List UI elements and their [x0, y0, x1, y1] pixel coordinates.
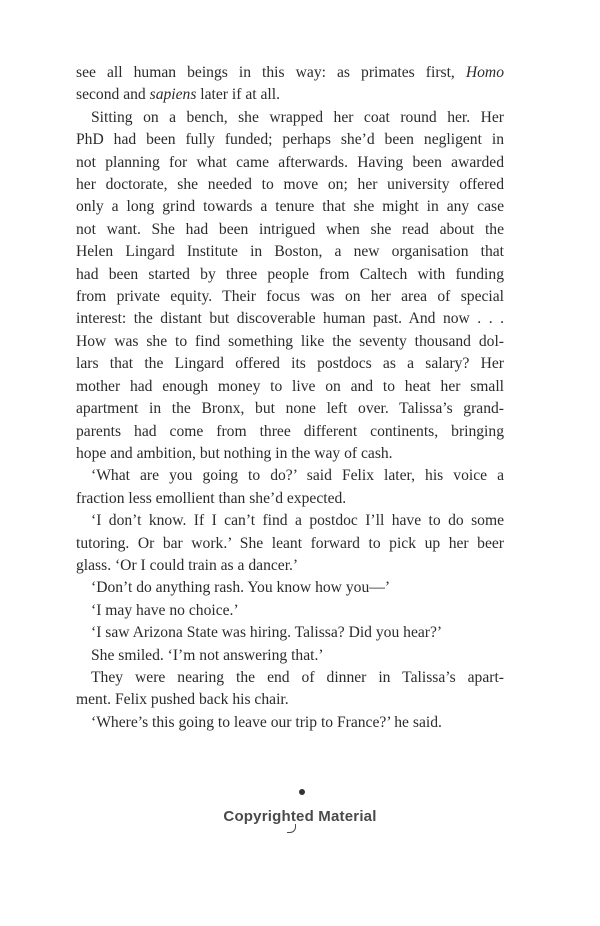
text-line [76, 353, 504, 375]
text-segment: apartment in the Bronx, but none left over. Talissa’s grand- [76, 400, 504, 418]
text-segment: ‘I may have no choice.’ [91, 601, 239, 619]
text-segment: not want. She had been intrigued when she read about the [76, 220, 504, 238]
text-line [76, 308, 504, 330]
text-segment: had been started by three people from Caltech with funding [76, 265, 504, 283]
text-segment: tutoring. Or bar work.’ She leant forward to pick up her beer [76, 534, 504, 552]
text-line [76, 488, 504, 510]
body-text [76, 62, 504, 734]
text-segment: ‘I don’t know. If I can’t find a postdoc I’ll have to do some [91, 512, 504, 530]
text-line [76, 196, 504, 218]
text-segment: mother had enough money to live on and to heat her small [76, 377, 504, 395]
text-line [76, 712, 504, 734]
text-segment: see all human beings in this way: as primates first, [76, 64, 466, 81]
text-line [76, 219, 504, 241]
text-segment: Sitting on a bench, she wrapped her coat round her. Her [91, 108, 504, 126]
text-segment: not planning for what came afterwards. Having been awarded [76, 153, 504, 171]
text-line [76, 443, 504, 465]
text-line [76, 174, 504, 196]
text-segment: lars that the Lingard offered its postdocs as a salary? Her [76, 355, 504, 373]
text-segment: ‘What are you going to do?’ said Felix later, his voice a [91, 467, 504, 485]
text-segment: only a long grind towards a tenure that she might in any case [76, 198, 504, 216]
text-segment: interest: the distant but discoverable human past. And now . . . [76, 310, 504, 328]
text-line [76, 241, 504, 263]
text-line [76, 107, 504, 129]
text-segment: her doctorate, she needed to move on; her university offered [76, 176, 504, 194]
text-line [76, 286, 504, 308]
page-number-mark [287, 824, 296, 833]
text-line [76, 465, 504, 487]
text-line [76, 264, 504, 286]
section-break-dot [299, 789, 305, 795]
text-line [76, 421, 504, 443]
text-segment: from private equity. Their focus was on her area of special [76, 288, 504, 306]
text-line [76, 152, 504, 174]
text-segment: hope and ambition, but nothing in the way of cash. [76, 444, 393, 462]
text-segment: They were nearing the end of dinner in Talissa’s apart- [91, 668, 504, 686]
text-segment: ‘Don’t do anything rash. You know how you—’ [91, 579, 391, 597]
text-line [76, 398, 504, 420]
italic-term: Homo [465, 64, 504, 81]
text-segment: ‘Where’s this going to leave our trip to France?’ he said. [91, 713, 442, 731]
text-line [76, 62, 504, 84]
text-line [76, 577, 504, 599]
text-segment: glass. ‘Or I could train as a dancer.’ [76, 556, 299, 574]
text-line [76, 510, 504, 532]
italic-term: sapiens [149, 86, 197, 104]
text-line [76, 600, 504, 622]
text-line [76, 689, 504, 711]
text-segment: fraction less emollient than she’d expected. [76, 489, 347, 507]
text-line [76, 331, 504, 353]
text-line [76, 84, 504, 106]
text-segment: later if at all. [196, 86, 280, 104]
text-segment: She smiled. ‘I’m not answering that.’ [91, 646, 324, 664]
text-segment: second and [76, 86, 150, 104]
text-segment: parents had come from three different continents, bringing [76, 422, 504, 440]
text-segment: Helen Lingard Institute in Boston, a new organisation that [76, 243, 504, 261]
text-segment: ment. Felix pushed back his chair. [76, 691, 289, 709]
text-line [76, 645, 504, 667]
text-segment: How was she to find something like the seventy thousand dol- [76, 332, 504, 350]
text-line [76, 533, 504, 555]
text-segment: PhD had been fully funded; perhaps she’d been negligent in [76, 131, 504, 149]
text-line [76, 667, 504, 689]
text-line [76, 555, 504, 577]
copyright-watermark: Copyrighted Material [223, 808, 377, 825]
text-line [76, 376, 504, 398]
text-segment: ‘I saw Arizona State was hiring. Talissa? Did you hear?’ [91, 624, 443, 642]
text-line [76, 622, 504, 644]
text-line [76, 129, 504, 151]
